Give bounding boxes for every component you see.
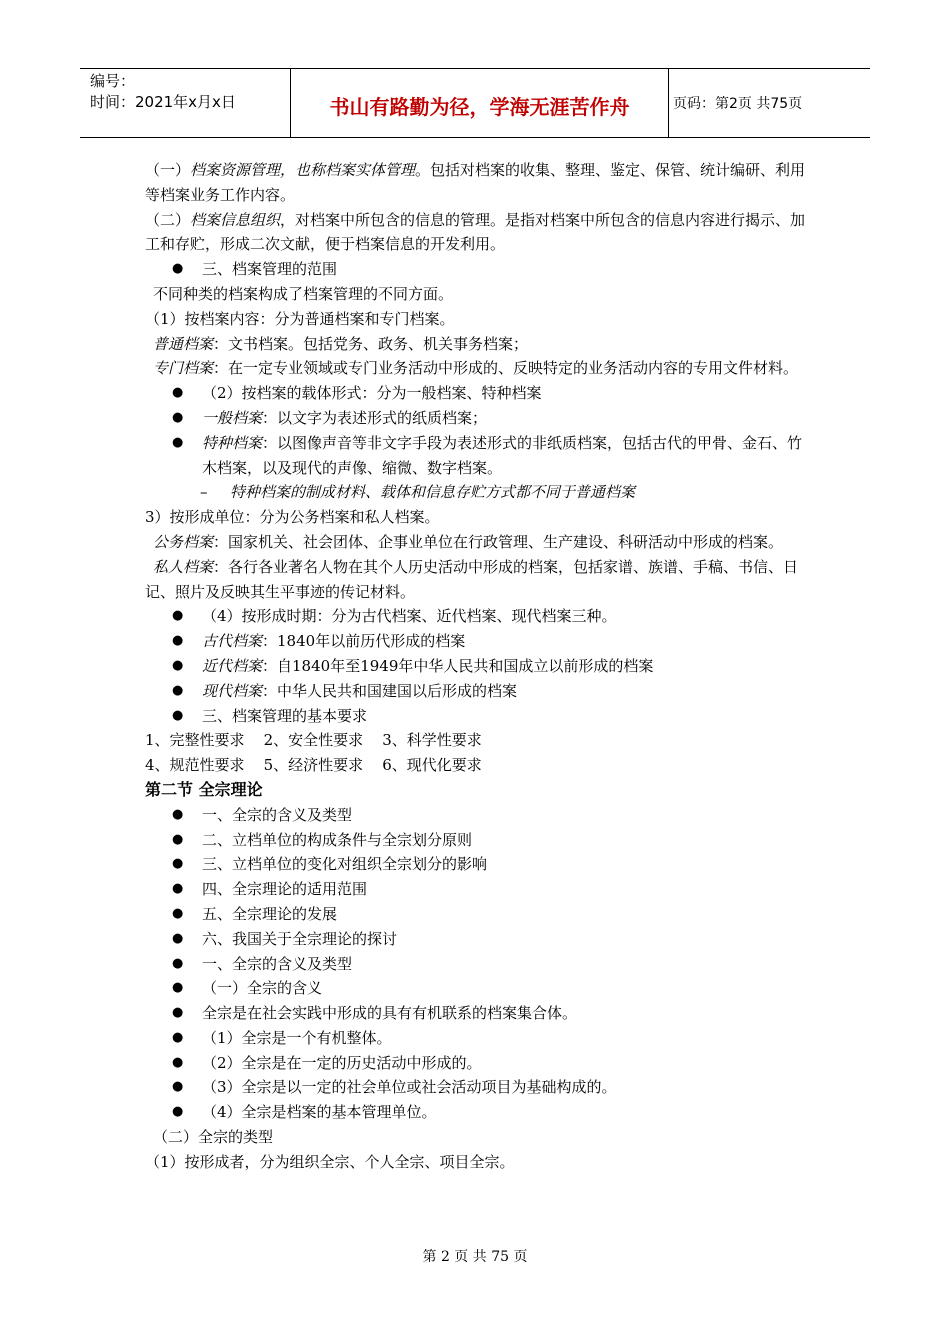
bullet-item: ● 三、档案管理的基本要求 — [145, 704, 810, 729]
paragraph: 公务档案：国家机关、社会团体、企事业单位在行政管理、生产建设、科研活动中形成的档案。 — [153, 532, 784, 551]
paragraph: （1）按档案内容：分为普通档案和专门档案。 — [145, 309, 455, 328]
paragraph: （二）全宗的类型 — [153, 1128, 274, 1147]
header-page-info: 页码：第2页 共75页 — [673, 96, 803, 112]
paragraph: 专门档案：在一定专业领域或专门业务活动中形成的、反映特定的业务活动内容的专用文件材料。 — [153, 359, 799, 378]
requirements-row: 1、完整性要求 2、安全性要求 3、科学性要求 — [145, 731, 482, 750]
bullet-item: ● 二、立档单位的构成条件与全宗划分原则 — [145, 828, 810, 853]
bullet-item: ● 六、我国关于全宗理论的探讨 — [145, 927, 810, 952]
header-number: 编号： — [90, 72, 136, 90]
bullet-item: ● （一）全宗的含义 — [145, 976, 810, 1001]
bullet-item: ● 古代档案：1840年以前历代形成的档案 — [145, 629, 810, 654]
header-motto: 书山有路勤为径，学海无涯苦作舟 — [291, 69, 669, 137]
paragraph: 普通档案：文书档案。包括党务、政务、机关事务档案； — [153, 334, 529, 353]
bullet-item: ● 现代档案：中华人民共和国建国以后形成的档案 — [145, 679, 810, 704]
bullet-item: ● （1）全宗是一个有机整体。 — [145, 1026, 810, 1051]
bullet-item: ● 一、全宗的含义及类型 — [145, 803, 810, 828]
paragraph: 3）按形成单位：分为公务档案和私人档案。 — [145, 508, 440, 527]
bullet-item: ● 五、全宗理论的发展 — [145, 902, 810, 927]
bullet-item: ● 近代档案：自1840年至1949年中华人民共和国成立以前形成的档案 — [145, 654, 810, 679]
bullet-item: ● 特种档案：以图像声音等非文字手段为表述形式的非纸质档案，包括古代的甲骨、金石、竹木档案，以及现代的声像、缩微、数字档案。 — [145, 431, 810, 481]
bullet-item: ● （3）全宗是以一定的社会单位或社会活动项目为基础构成的。 — [145, 1075, 810, 1100]
bullet-item: ● （2）全宗是在一定的历史活动中形成的。 — [145, 1051, 810, 1076]
paragraph: （1）按形成者，分为组织全宗、个人全宗、项目全宗。 — [145, 1152, 515, 1171]
bullet-item: ● （4）按形成时期：分为古代档案、近代档案、现代档案三种。 — [145, 604, 810, 629]
page-footer: 第 2 页 共 75 页 — [422, 1249, 528, 1265]
bullet-item: ● 一、全宗的含义及类型 — [145, 952, 810, 977]
header-meta — [80, 69, 291, 137]
paragraph: 私人档案：各行各业著名人物在其个人历史活动中形成的档案，包括家谱、族谱、手稿、书信、日记、照片及反映其生平事迹的传记材料。 — [145, 557, 799, 601]
header-date: 时间：2021年x月x日 — [90, 93, 236, 111]
document-body — [145, 158, 810, 1175]
bullet-item: ● 一般档案：以文字为表述形式的纸质档案； — [145, 406, 810, 431]
bullet-item: ● 全宗是在社会实践中形成的具有有机联系的档案集合体。 — [145, 1001, 810, 1026]
paragraph: （一）档案资源管理，也称档案实体管理。包括对档案的收集、整理、鉴定、保管、统计编研、利用等档案业务工作内容。 — [145, 161, 806, 204]
section-heading: 第二节 全宗理论 — [145, 779, 263, 799]
bullet-item: ● 三、档案管理的范围 — [145, 257, 810, 282]
page-header — [80, 68, 870, 138]
paragraph: 不同种类的档案构成了档案管理的不同方面。 — [153, 284, 454, 303]
requirements-row: 4、规范性要求 5、经济性要求 6、现代化要求 — [145, 756, 482, 775]
bullet-item: ● （4）全宗是档案的基本管理单位。 — [145, 1100, 810, 1125]
bullet-item: ● 三、立档单位的变化对组织全宗划分的影响 — [145, 852, 810, 877]
paragraph: （二）档案信息组织，对档案中所包含的信息的管理。是指对档案中所包含的信息内容进行揭示、加工和存贮，形成二次文献，便于档案信息的开发利用。 — [145, 210, 806, 254]
bullet-item: ● （2）按档案的载体形式：分为一般档案、特种档案 — [145, 381, 810, 406]
bullet-item: ● 四、全宗理论的适用范围 — [145, 877, 810, 902]
sub-bullet-item: – 特种档案的制成材料、载体和信息存贮方式都不同于普通档案 — [145, 480, 810, 505]
